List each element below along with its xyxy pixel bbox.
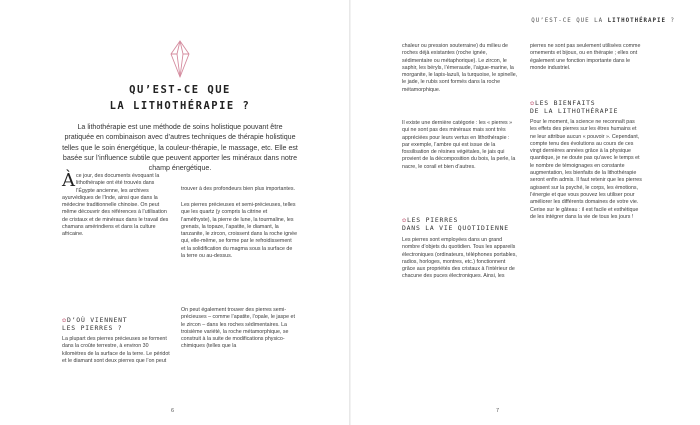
crystal-icon [169, 40, 191, 78]
flower-icon: ✿ [62, 316, 68, 324]
heading-benefits-line-2: DE LA LITHOTHÉRAPIE [530, 107, 619, 116]
drop-cap: À [62, 170, 75, 191]
col2-paragraph-3: On peut également trouver des pierres semi-précieuses – comme l’apatite, l’opale, le jaspe et le zircon – dans les roches sédimentaires. La troisième variété, la roche métamorphique, se construit à la suite de modifications physico-chimiques (telles que la [181, 307, 295, 350]
section-heading-daily [402, 216, 522, 233]
running-head-prefix: QU’EST-CE QUE LA [531, 18, 608, 24]
page-number-left: 6 [171, 408, 175, 414]
running-head-suffix: ? [666, 18, 675, 24]
section-heading-benefits [530, 99, 650, 116]
col4-paragraph-2: Pour le moment, la science ne reconnaît pas les effets des pierres sur les êtres humains et ne leur attribue aucun « pouvoir ». Cependant, compte tenu des évolutions au cours de ces vingt dernières années grâce à la physique quantique, je ne doute pas qu’avec le temps et le nombre de témoignages en constante augmentation, les bienfaits de la lithothérapie seront enfin admis. Il faut retenir que les pierres agissent sur la psyché, le corps, les émotions, l’énergie et que vous pouvez les utiliser pour améliorer les différents domaines de votre vie. Cerise sur le gâteau : il est facile et esthétique de les intégrer dans la vie de tous les jours ! [530, 119, 642, 220]
heading-benefits-line-1: LES BIENFAITS [535, 99, 596, 107]
flower-icon: ✿ [530, 99, 536, 107]
col3-paragraph-2: Il existe une dernière catégorie : les « pierres » qui ne sont pas des minéraux mais sont très appréciées pour leurs vertus en lithothérapie : par exemple, l’ambre qui est issue de la fossilisation de résines végétales, le jais qui provient de la décomposition du bois, la perle, la nacre, le corail et bien d’autres. [402, 120, 516, 170]
heading-origin-line-1: D’OÙ VIENNENT [67, 316, 128, 324]
col2-paragraph-2: Les pierres précieuses et semi-précieuses, telles que les quartz (y compris la citrine et l’améthyste), la pierre de lune, la tourmaline, les grenats, la topaze, l’apatite, le diamant, la tanzanite, le zircon, croissent dans la roche ignée qui, elle-même, se forme par le refroidissement et la solidification du magma sous la surface de la terre ou au-dessus. [181, 202, 298, 260]
col2-paragraph-1: trouver à des profondeurs bien plus importantes. [181, 186, 295, 192]
title-line-1: QU’EST-CE QUE [129, 84, 231, 96]
heading-daily-line-1: LES PIERRES [407, 216, 459, 224]
section-heading-origin [62, 316, 172, 333]
col3-paragraph-1: chaleur ou pression souterraine) du milieu de roches déjà existantes (roche ignée, sédimentaire ou métaphorique). Le zircon, le saphir, les béryls, l’émeraude, l’aigue-marine, la morganite, le lapis-lazuli, la turquoise, le spinelle, le jade, le rubis sont formés dans la roche métamorphique. [402, 43, 518, 93]
page-number-right: 7 [496, 408, 500, 414]
title-line-2: LA LITHOTHÉRAPIE ? [109, 100, 251, 112]
col1-paragraph-2: La plupart des pierres précieuses se forment dans la croûte terrestre, à environ 30 kilomètres de la surface de la terre. Le péridot et le diamant sont deux pierres que l’on peut [62, 336, 170, 364]
heading-origin-line-2: LES PIERRES ? [62, 324, 123, 333]
col1-paragraph-1-text: ce jour, des documents évoquant la lithothérapie ont été trouvés dans l’Égypte ancienne, les archives ayurvédiques de l’Inde, ainsi que dans la médecine traditionnelle chinoise. On peut même découvrir des références à l’utilisation de cristaux et de minéraux dans le travail des chamans amérindiens et dans la culture africaine. [62, 173, 169, 238]
intro-paragraph: La lithothérapie est une méthode de soins holistique pouvant être pratiquée en combinaison avec d’autres techniques de thérapie holistique telles que le soin énergétique, la couleur-thérapie, le massage, etc. Elle est basée sur l’influence subtile que peuvent apporter les minéraux dans notre champ énergétique. [62, 123, 298, 172]
heading-daily-line-2: DANS LA VIE QUOTIDIENNE [402, 224, 509, 233]
col3-paragraph-3: Les pierres sont employées dans un grand nombre d’objets du quotidien. Tous les appareils électroniques (ordinateurs, téléphones portables, radios, horloges, montres, etc.) fonctionnent grâce aux propriétés des cristaux à l’intérieur de chacune des puces électroniques. Ainsi, les [402, 237, 517, 280]
running-head [425, 18, 675, 24]
flower-icon: ✿ [402, 216, 408, 224]
running-head-bold: LITHOTHÉRAPIE [607, 18, 667, 24]
right-page [350, 0, 700, 425]
page-title [70, 82, 290, 114]
col1-paragraph-1 [62, 170, 170, 239]
col4-paragraph-1: pierres ne sont pas seulement utilisées comme ornements et bijoux, ou en thérapie ; elles ont également une fonction importante dans le monde industriel. [530, 43, 641, 71]
